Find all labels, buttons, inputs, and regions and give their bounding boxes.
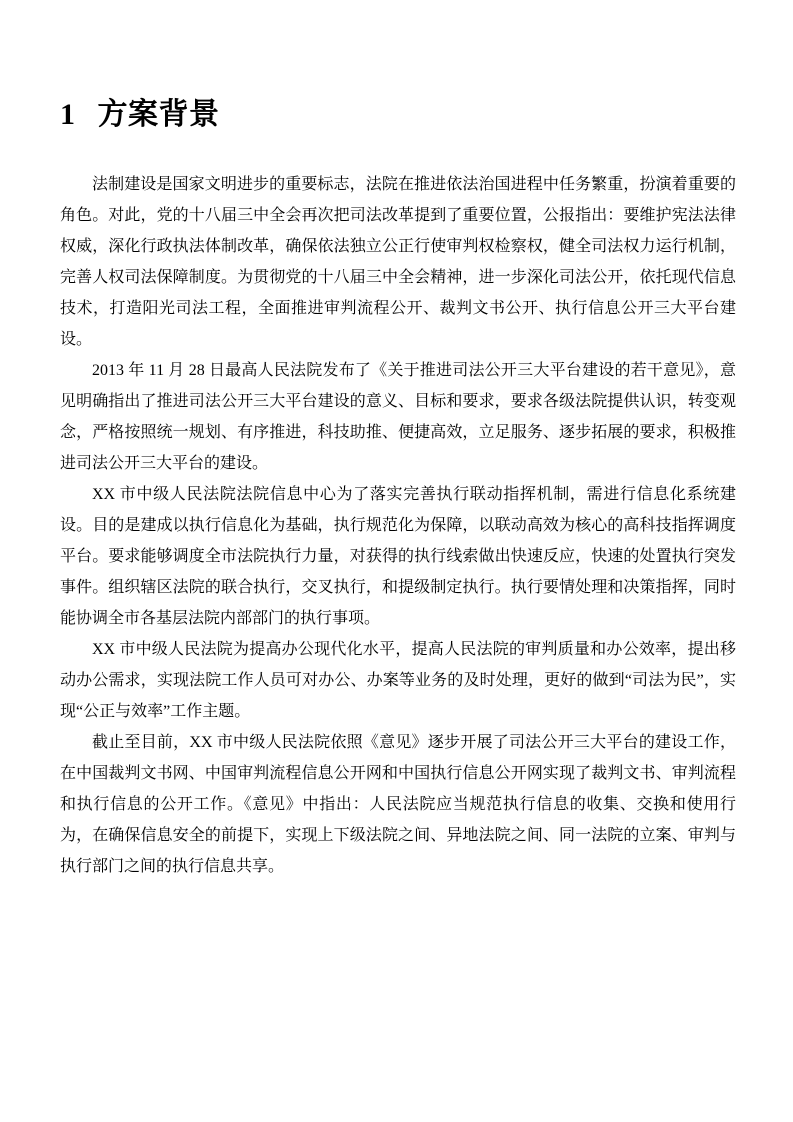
paragraph-mobile-office-needs: XX 市中级人民法院为提高办公现代化水平，提高人民法院的审判质量和办公效率，提出移动办公需求，实现法院工作人员可对办公、办案等业务的及时处理，更好的做到“司法为民”，实现“公正与效率”工作主题。 [60, 641, 736, 720]
section-heading [60, 97, 736, 133]
paragraph-legal-construction: 法制建设是国家文明进步的重要标志，法院在推进依法治国进程中任务繁重，扮演着重要的角色。对此，党的十八届三中全会再次把司法改革提到了重要位置，公报指出：要维护宪法法律权威，深化行政执法体制改革，确保依法独立公正行使审判权检察权，健全司法权力运行机制，完善人权司法保障制度。为贯彻党的十八届三中全会精神，进一步深化司法公开，依托现代信息技术，打造阳光司法工程，全面推进审判流程公开、裁判文书公开、执行信息公开三大平台建设。 [60, 176, 736, 348]
heading-number: 1 [60, 98, 76, 131]
heading-text: 方案背景 [97, 98, 220, 131]
paragraph-current-progress: 截止至目前，XX 市中级人民法院依照《意见》逐步开展了司法公开三大平台的建设工作，在中国裁判文书网、中国审判流程信息公开网和中国执行信息公开网实现了裁判文书、审判流程和执行信息的公开工作。《意见》中指出：人民法院应当规范执行信息的收集、交换和使用行为，在确保信息安全的前提下，实现上下级法院之间、异地法院之间、同一法院的立案、审判与执行部门之间的执行信息共享。 [60, 734, 736, 875]
paragraph-information-center-needs: XX 市中级人民法院法院信息中心为了落实完善执行联动指挥机制，需进行信息化系统建设。目的是建成以执行信息化为基础，执行规范化为保障，以联动高效为核心的高科技指挥调度平台。要求能够调度全市法院执行力量，对获得的执行线索做出快速反应，快速的处置执行突发事件。组织辖区法院的联合执行，交叉执行，和提级制定执行。执行要情处理和决策指挥，同时能协调全市各基层法院内部部门的执行事项。 [60, 486, 736, 627]
paragraph-supreme-court-opinion: 2013 年 11 月 28 日最高人民法院发布了《关于推进司法公开三大平台建设的若干意见》，意见明确指出了推进司法公开三大平台建设的意义、目标和要求，要求各级法院提供认识，转变观念，严格按照统一规划、有序推进，科技助推、便捷高效，立足服务、逐步拓展的要求，积极推进司法公开三大平台的建设。 [60, 362, 736, 472]
